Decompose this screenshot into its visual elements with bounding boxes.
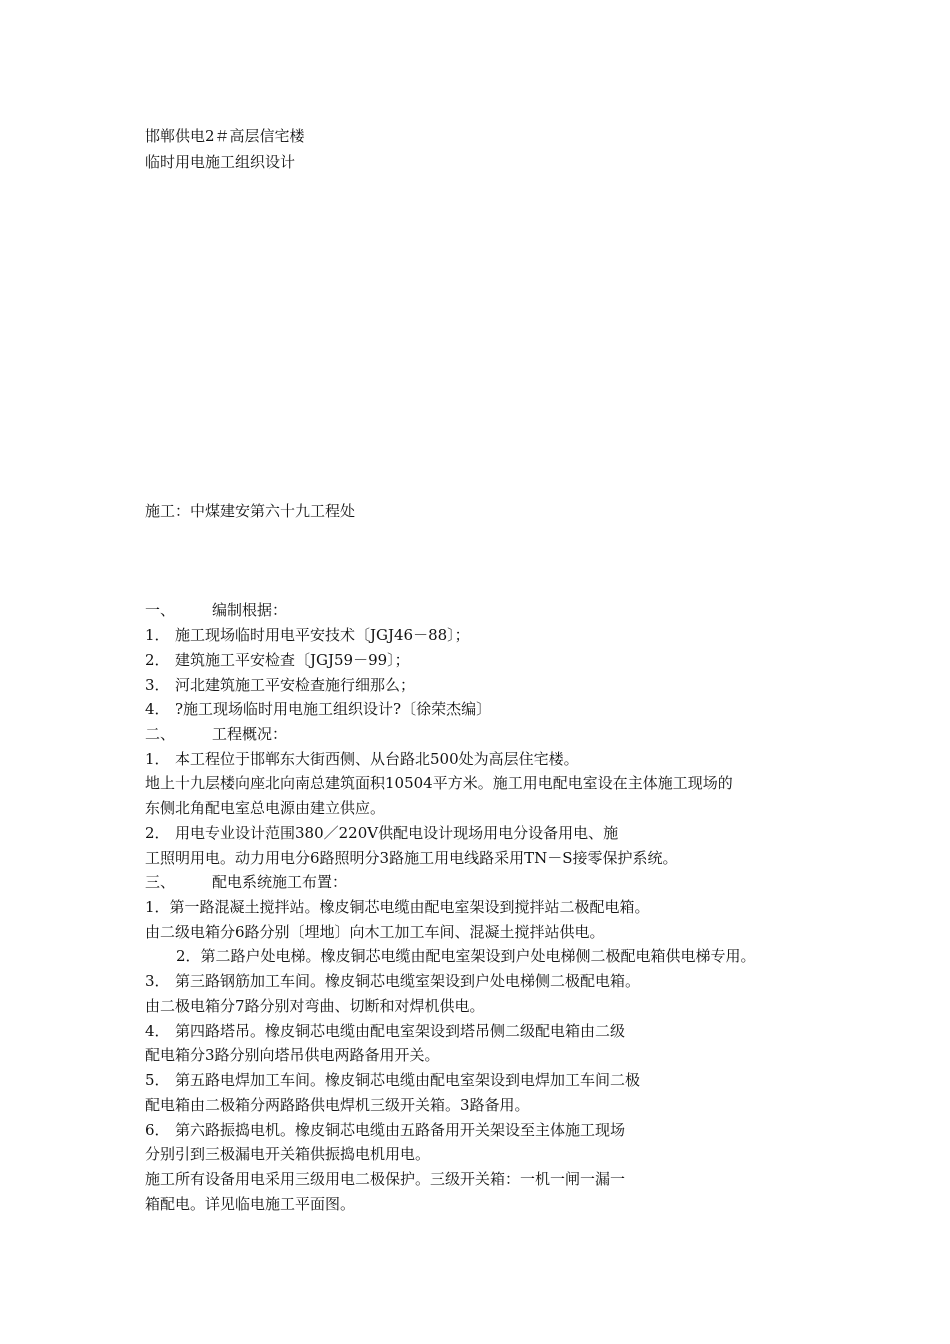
list-item: 3． 第三路钢筋加工车间。橡皮铜芯电缆室架设到户处电梯侧二极配电箱。	[145, 972, 641, 990]
document-title-line-1: 邯郸供电2＃高层信宅楼	[145, 127, 305, 145]
section-title: 工程概况：	[212, 725, 288, 743]
list-item: 4． ?施工现场临时用电施工组织设计?〔徐荣杰编〕	[145, 700, 492, 718]
paragraph-line: 配电箱分3路分别向塔吊供电两路备用开关。	[145, 1046, 440, 1064]
list-item: 1． 本工程位于邯郸东大街西侧、从台路北500处为高层住宅楼。	[145, 750, 579, 768]
paragraph-line: 地上十九层楼向座北向南总建筑面积10504平方米。施工用电配电室设在主体施工现场的	[145, 774, 733, 792]
document-title-line-2: 临时用电施工组织设计	[145, 153, 296, 171]
paragraph-line: 箱配电。详见临电施工平面图。	[145, 1195, 356, 1213]
paragraph-line: 分别引到三极漏电开关箱供振捣电机用电。	[145, 1145, 431, 1163]
section-heading	[145, 872, 347, 892]
paragraph-line: 配电箱由二极箱分两路路供电焊机三级开关箱。3路备用。	[145, 1096, 530, 1114]
section-heading	[145, 600, 287, 620]
list-item: 6． 第六路振捣电机。橡皮铜芯电缆由五路备用开关架设至主体施工现场	[145, 1121, 626, 1139]
list-item: 3． 河北建筑施工平安检查施行细那么；	[145, 676, 416, 694]
list-item: 2． 用电专业设计范围380／220V供配电设计现场用电分设备用电、施	[145, 824, 619, 842]
paragraph-line: 东侧北角配电室总电源由建立供应。	[145, 799, 386, 817]
paragraph-line: 由二极电箱分7路分别对弯曲、切断和对焊机供电。	[145, 997, 485, 1015]
section-title: 编制根据：	[212, 601, 288, 619]
paragraph-line: 2．第二路户处电梯。橡皮铜芯电缆由配电室架设到户处电梯侧二极配电箱供电梯专用。	[176, 947, 756, 965]
list-item: 1． 施工现场临时用电平安技术〔JGJ46－88〕；	[145, 626, 470, 644]
paragraph-line: 施工所有设备用电采用三级用电二极保护。三级开关箱：一机一闸一漏一	[145, 1170, 626, 1188]
section-marker: 一、	[145, 601, 176, 619]
section-marker: 二、	[145, 725, 176, 743]
list-item: 4． 第四路塔吊。橡皮铜芯电缆由配电室架设到塔吊侧二级配电箱由二级	[145, 1022, 626, 1040]
paragraph-line: 1．第一路混凝土搅拌站。橡皮铜芯电缆由配电室架设到搅拌站二极配电箱。	[145, 898, 650, 916]
section-marker: 三、	[145, 873, 176, 891]
paragraph-line: 工照明用电。动力用电分6路照明分3路施工用电线路采用TN－S接零保护系统。	[145, 849, 678, 867]
list-item: 5． 第五路电焊加工车间。橡皮铜芯电缆由配电室架设到电焊加工车间二极	[145, 1071, 641, 1089]
contractor-line: 施工：中煤建安第六十九工程处	[145, 502, 356, 520]
section-heading	[145, 724, 287, 744]
section-title: 配电系统施工布置：	[212, 873, 348, 891]
paragraph-line: 由二级电箱分6路分别〔埋地〕向木工加工车间、混凝土搅拌站供电。	[145, 923, 605, 941]
list-item: 2． 建筑施工平安检查〔JGJ59－99〕；	[145, 651, 410, 669]
